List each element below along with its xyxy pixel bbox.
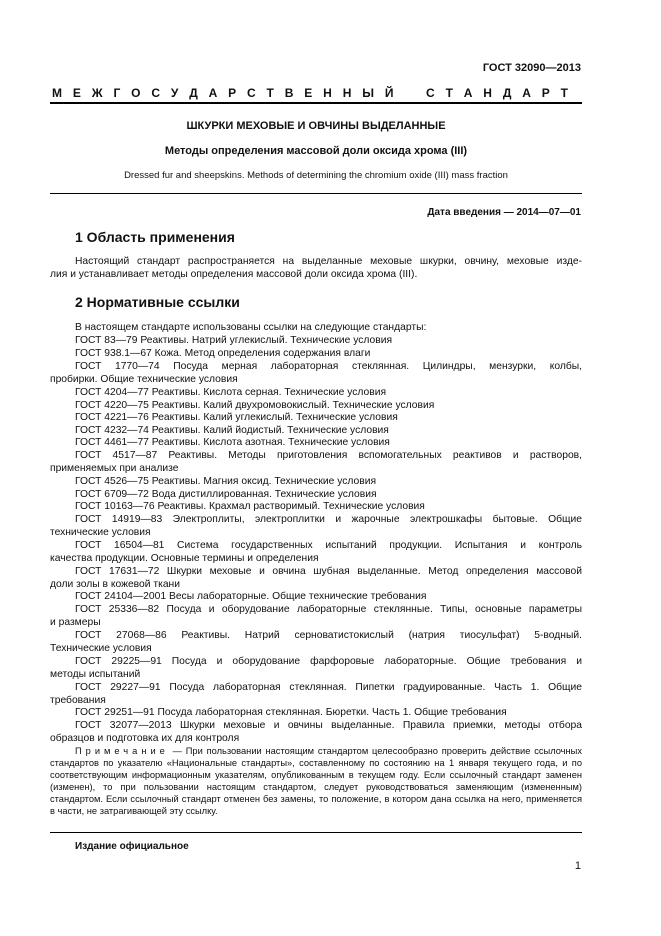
reference-line: применяемых при анализе (50, 463, 179, 474)
banner-letter: Г (113, 86, 121, 100)
reference-line: ГОСТ 1770—74 Посуда мерная лабораторная стеклянная. Цилиндры, мензурки, колбы, (75, 361, 582, 372)
header-rule (50, 102, 582, 104)
reference-line: ГОСТ 16504—81 Система государственных испытаний продукции. Испытания и контроль (75, 540, 582, 551)
reference-line: образцов и подготовка их для контроля (50, 733, 240, 744)
reference-line: ГОСТ 938.1—67 Кожа. Метод определения содержания влаги (75, 348, 371, 359)
banner-letter: Н (323, 86, 332, 100)
banner-letter: Ы (362, 86, 374, 100)
footer-rule (50, 832, 582, 833)
reference-line: ГОСТ 29227—91 Посуда лабораторная стеклянная. Пипетки градуированные. Часть 1. Общие (75, 682, 582, 693)
english-title: Dressed fur and sheepskins. Methods of determining the chromium oxide (III) mass fraction (124, 170, 508, 181)
references-note (50, 746, 582, 817)
banner-letter: Т (266, 86, 274, 100)
banner-letter: С (426, 86, 435, 100)
banner-letter: М (52, 86, 62, 100)
reference-line: Технические условия (50, 643, 152, 654)
reference-line: ГОСТ 25336—82 Посуда и оборудование лабораторные стеклянные. Типы, основные параметры (75, 604, 582, 615)
reference-line: ГОСТ 4204—77 Реактивы. Кислота серная. Технические условия (75, 387, 387, 398)
banner-letter: А (463, 86, 473, 100)
banner-letter: Й (384, 86, 394, 100)
banner-letter: Р (228, 86, 237, 100)
banner-letter: Е (72, 86, 81, 100)
reference-line: ГОСТ 17631—72 Шкурки меховые и овчина шубная выделанные. Метод определения массовой (75, 566, 582, 577)
section-1-text-line: лия и устанавливает методы определения массовой доли оксида хрома (III). (50, 269, 418, 280)
introduction-date: Дата введения — 2014—07—01 (427, 207, 581, 218)
banner-letter: С (151, 86, 160, 100)
banner-letter: А (522, 86, 531, 100)
page-number: 1 (574, 860, 581, 872)
reference-line: ГОСТ 4526—75 Реактивы. Магния оксид. Технические условия (75, 476, 377, 487)
reference-line: ГОСТ 29225—91 Посуда и оборудование фарфоровые лабораторные. Общие требования и (75, 656, 582, 667)
reference-line: качества продукции. Основные термины и определения (50, 553, 319, 564)
banner-letter: А (208, 86, 218, 100)
banner-letter: Т (445, 86, 453, 100)
reference-line: и размеры (50, 617, 101, 628)
banner-letter: Н (342, 86, 352, 100)
reference-line: ГОСТ 4517—87 Реактивы. Методы приготовления вспомогательных реактивов и растворов, (75, 450, 582, 461)
reference-line: пробирки. Общие технические условия (50, 374, 238, 385)
banner-letter: Д (189, 86, 198, 100)
section-1-heading: 1 Область применения (75, 229, 235, 245)
references-lead: В настоящем стандарте использованы ссылки на следующие стандарты: (75, 322, 427, 333)
reference-line: ГОСТ 4461—77 Реактивы. Кислота азотная. Технические условия (75, 437, 390, 448)
banner-letter: Р (541, 86, 550, 100)
banner-letter: Т (560, 86, 568, 100)
reference-line: ГОСТ 32077—2013 Шкурки меховые и овчины выделанные. Правила приемки, методы отбора (75, 720, 582, 731)
gost-number: ГОСТ 32090—2013 (482, 62, 581, 74)
reference-line: ГОСТ 14919—83 Электроплиты, электроплитки и жарочные электрошкафы бытовые. Общие (75, 514, 582, 525)
banner-letter: Е (304, 86, 313, 100)
section-1-text-line: Настоящий стандарт распространяется на выделанные меховые шкурки, овчину, меховые изде- (75, 256, 582, 267)
section-2-heading: 2 Нормативные ссылки (75, 294, 240, 310)
document-subtitle: Методы определения массовой доли оксида хрома (III) (164, 145, 468, 157)
note-text: — При пользовании настоящим стандартом целесообразно проверить действие ссылочных стандартов по указателю «Национальные стандарты», составленному по состоянию на 1 января текущего года, и по соответствующим информационным указателям, опубликованным в текущем году. Если ссылочный стандарт заменен (изменен), то при пользовании настоящим стандартом, следует руководствоваться заменяющим (измененным) стандартом. Если ссылочный стандарт отменен без замены, то положение, в котором дана ссылка на него, применяется в части, не затрагивающей эту ссылку. (50, 746, 582, 816)
official-edition-label: Издание официальное (75, 841, 189, 852)
banner-letter: С (247, 86, 256, 100)
banner-letter: У (170, 86, 179, 100)
banner-letter: Д (502, 86, 512, 100)
reference-line: ГОСТ 4220—75 Реактивы. Калий двухромовокислый. Технические условия (75, 400, 435, 411)
reference-line: ГОСТ 6709—72 Вода дистиллированная. Технические условия (75, 489, 377, 500)
reference-line: ГОСТ 4221—76 Реактивы. Калий углекислый. Технические условия (75, 412, 398, 423)
note-label: Примечание (75, 746, 169, 756)
reference-line: ГОСТ 27068—86 Реактивы. Натрий серноватистокислый (натрия тиосульфат) 5-водный. (75, 630, 582, 641)
document-title: ШКУРКИ МЕХОВЫЕ И ОВЧИНЫ ВЫДЕЛАННЫЕ (186, 120, 446, 132)
banner-letter: О (131, 86, 141, 100)
banner-letter: Н (483, 86, 492, 100)
reference-line: технические условия (50, 527, 151, 538)
reference-line: доли золы в кожевой ткани (50, 579, 180, 590)
reference-line: требования (50, 695, 106, 706)
banner-interstate-standard (52, 86, 568, 100)
banner-letter: В (284, 86, 294, 100)
title-rule (50, 193, 582, 194)
reference-line: методы испытаний (50, 669, 141, 680)
reference-line: ГОСТ 24104—2001 Весы лабораторные. Общие технические требования (75, 591, 427, 602)
reference-line: ГОСТ 83—79 Реактивы. Натрий углекислый. Технические условия (75, 335, 393, 346)
reference-line: ГОСТ 29251—91 Посуда лабораторная стеклянная. Бюретки. Часть 1. Общие требования (75, 707, 507, 718)
reference-line: ГОСТ 10163—76 Реактивы. Крахмал растворимый. Технические условия (75, 501, 425, 512)
reference-line: ГОСТ 4232—74 Реактивы. Калий йодистый. Технические условия (75, 425, 389, 436)
banner-letter: Ж (91, 86, 103, 100)
